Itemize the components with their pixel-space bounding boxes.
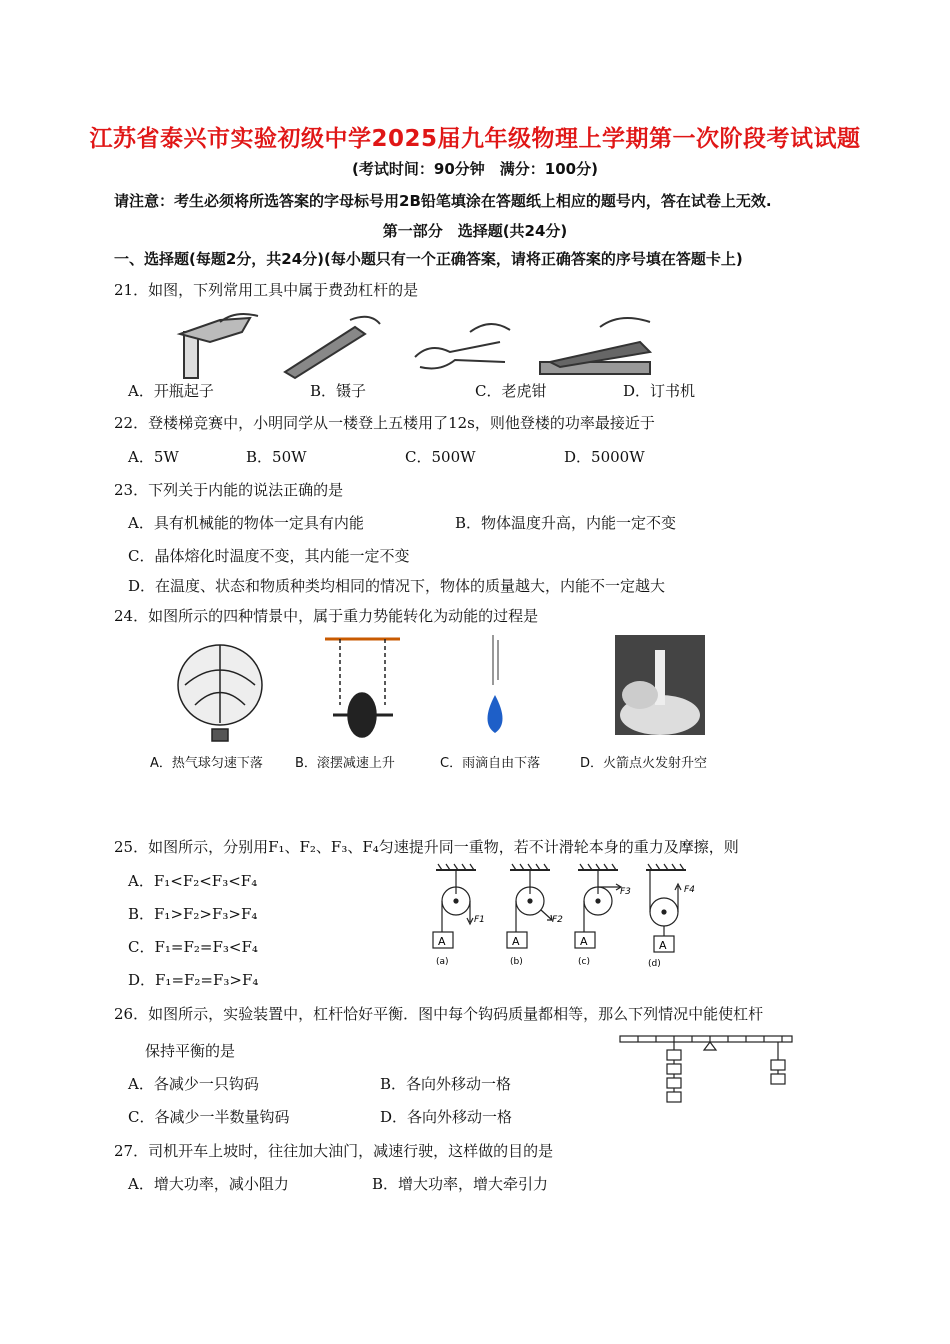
q21-tools-figure (180, 312, 700, 382)
pulley-b-label: (b) (510, 957, 523, 967)
q23-option-d: D．在温度、状态和物质种类均相同的情况下，物体的质量越大，内能不一定越大 (128, 577, 666, 595)
q25-stem: 25．如图所示，分别用F₁、F₂、F₃、F₄匀速提升同一重物，若不计滑轮本身的重力及摩擦，则 (114, 838, 739, 856)
bottle-opener-image (180, 314, 258, 378)
q21-option-c: C．老虎钳 (475, 382, 547, 400)
q21-stem: 21．如图，下列常用工具中属于费劲杠杆的是 (114, 281, 419, 299)
q26-stem: 26．如图所示，实验装置中，杠杆恰好平衡．图中每个钩码质量都相等，那么下列情况中能使杠杆 (114, 1005, 764, 1023)
q24-caption-a: A．热气球匀速下落 (150, 756, 263, 771)
q27-option-b: B．增大功率，增大牵引力 (372, 1175, 549, 1193)
page-title: 江苏省泰兴市实验初级中学2025届九年级物理上学期第一次阶段考试试题 (89, 126, 861, 152)
rolling-pendulum-image (325, 639, 400, 737)
pulley-d-block: A (659, 939, 667, 952)
q24-caption-c: C．雨滴自由下落 (440, 756, 541, 771)
pulley-c-label: (c) (578, 957, 590, 967)
raindrop-image (488, 635, 503, 733)
q22-option-b: B．50W (246, 448, 307, 466)
q27-stem: 27．司机开车上坡时，往往加大油门，减速行驶，这样做的目的是 (114, 1142, 554, 1160)
q26-option-d: D．各向外移动一格 (380, 1108, 513, 1126)
q26-option-b: B．各向外移动一格 (380, 1075, 512, 1093)
q22-stem: 22．登楼梯竞赛中，小明同学从一楼登上五楼用了12s，则他登楼的功率最接近于 (114, 414, 655, 432)
pliers-image (415, 324, 510, 369)
pulley-d-label: (d) (648, 959, 661, 969)
q21-option-d: D．订书机 (623, 382, 696, 400)
section-heading: 一、选择题(每题2分，共24分)(每小题只有一个正确答案，请将正确答案的序号填在答题卡上) (114, 250, 743, 268)
q22-option-c: C．500W (405, 448, 476, 466)
q25-option-b: B．F₁>F₂>F₃>F₄ (128, 905, 258, 923)
q25-option-a: A．F₁<F₂<F₃<F₄ (128, 872, 258, 890)
q27-option-a: A．增大功率，减小阻力 (128, 1175, 289, 1193)
pulley-a-label: (a) (436, 957, 449, 967)
exam-info: (考试时间：90分钟 满分：100分) (352, 160, 598, 178)
q26-option-c: C．各减少一半数量钩码 (128, 1108, 290, 1126)
q23-option-c: C．晶体熔化时温度不变，其内能一定不变 (128, 547, 410, 565)
q24-stem: 24．如图所示的四种情景中，属于重力势能转化为动能的过程是 (114, 607, 539, 625)
pulley-c-block: A (580, 935, 588, 948)
q24-scenes-figure (165, 635, 725, 745)
hot-air-balloon-image (178, 645, 262, 741)
pulley-a-force: F1 (474, 915, 485, 925)
q22-option-a: A．5W (128, 448, 179, 466)
pulley-d-force: F4 (684, 885, 695, 895)
q23-option-b: B．物体温度升高，内能一定不变 (455, 514, 677, 532)
part-heading: 第一部分 选择题(共24分) (382, 222, 568, 240)
pulley-figure (430, 864, 700, 974)
q25-option-c: C．F₁=F₂=F₃<F₄ (128, 938, 258, 956)
q24-caption-d: D．火箭点火发射升空 (580, 756, 708, 771)
tweezers-image (285, 317, 380, 378)
pulley-c-force: F3 (620, 887, 631, 897)
q25-option-d: D．F₁=F₂=F₃>F₄ (128, 971, 259, 989)
q24-caption-b: B．滚摆减速上升 (295, 756, 395, 771)
q22-option-d: D．5000W (564, 448, 645, 466)
q26-option-a: A．各减少一只钩码 (128, 1075, 259, 1093)
lever-figure (618, 1030, 798, 1120)
q21-option-b: B．镊子 (310, 382, 367, 400)
pulley-a-block: A (438, 935, 446, 948)
notice: 请注意：考生必须将所选答案的字母标号用2B铅笔填涂在答题纸上相应的题号内，答在试卷上无效. (114, 192, 772, 210)
q23-stem: 23．下列关于内能的说法正确的是 (114, 481, 344, 499)
rocket-launch-image (615, 635, 705, 735)
q21-option-a: A．开瓶起子 (128, 382, 214, 400)
pulley-b-block: A (512, 935, 520, 948)
q23-option-a: A．具有机械能的物体一定具有内能 (128, 514, 364, 532)
stapler-image (540, 318, 650, 374)
q26-stem-cont: 保持平衡的是 (145, 1042, 236, 1060)
pulley-b-force: F2 (552, 915, 563, 925)
